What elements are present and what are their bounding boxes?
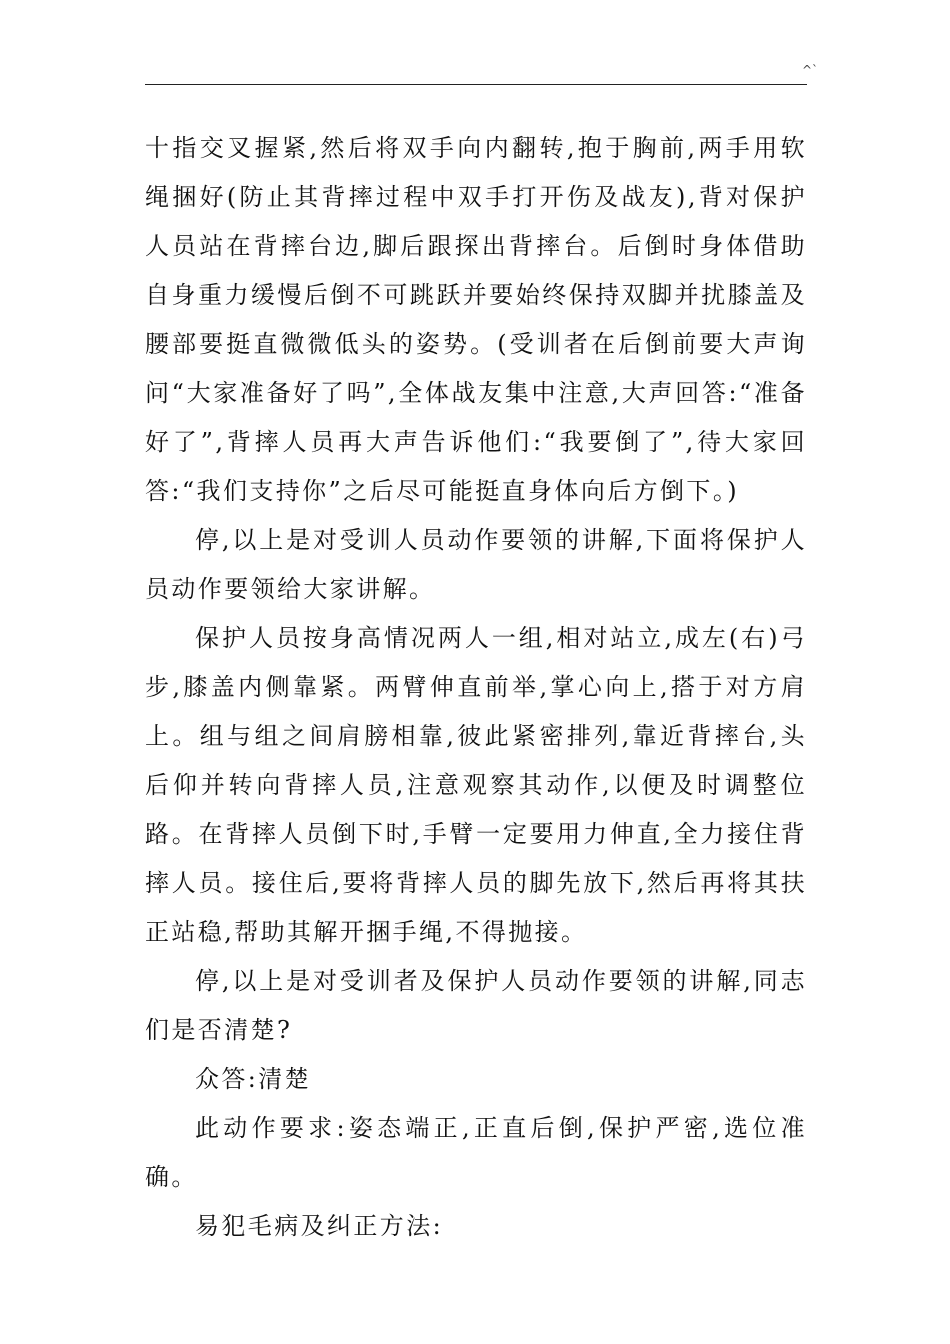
paragraph-continuation: 十指交叉握紧,然后将双手向内翻转,抱于胸前,两手用软绳捆好(防止其背摔过程中双手打开伤及战友),背对保护人员站在背摔台边,脚后跟探出背摔台。后倒时身体借助自身重力缓慢后倒不可跳跃并要始终保持双脚并扰膝盖及腰部要挺直微微低头的姿势。(受训者在后倒前要大声询问“大家准备好了吗”,全体战友集中注意,大声回答:“准备好了”,背摔人员再大声告诉他们:“我要倒了”,待大家回答:“我们支持你”之后尽可能挺直身体向后方倒下。) [145,134,807,505]
paragraph-protector-instructions: 保护人员按身高情况两人一组,相对站立,成左(右)弓步,膝盖内侧靠紧。两臂伸直前举,掌心向上,搭于对方肩上。组与组之间肩膀相靠,彼此紧密排列,靠近背摔台,头后仰并转向背摔人员,注意观察其动作,以便及时调整位路。在背摔人员倒下时,手臂一定要用力伸直,全力接住背摔人员。接住后,要将背摔人员的脚先放下,然后再将其扶正站稳,帮助其解开捆手绳,不得抛接。 [145,624,807,946]
paragraph-transition-2: 停,以上是对受训者及保护人员动作要领的讲解,同志们是否清楚? [145,967,807,1044]
body-text [145,124,807,1251]
paragraph-requirements: 此动作要求:姿态端正,正直后倒,保护严密,选位准确。 [145,1114,807,1191]
paragraph-answer: 众答:清楚 [195,1065,312,1093]
paragraph-transition-1: 停,以上是对受训人员动作要领的讲解,下面将保护人员动作要领给大家讲解。 [145,526,807,603]
paragraph-common-errors-heading: 易犯毛病及纠正方法: [195,1212,444,1240]
header-rule [145,84,807,85]
header-mark: ^` [801,63,818,77]
